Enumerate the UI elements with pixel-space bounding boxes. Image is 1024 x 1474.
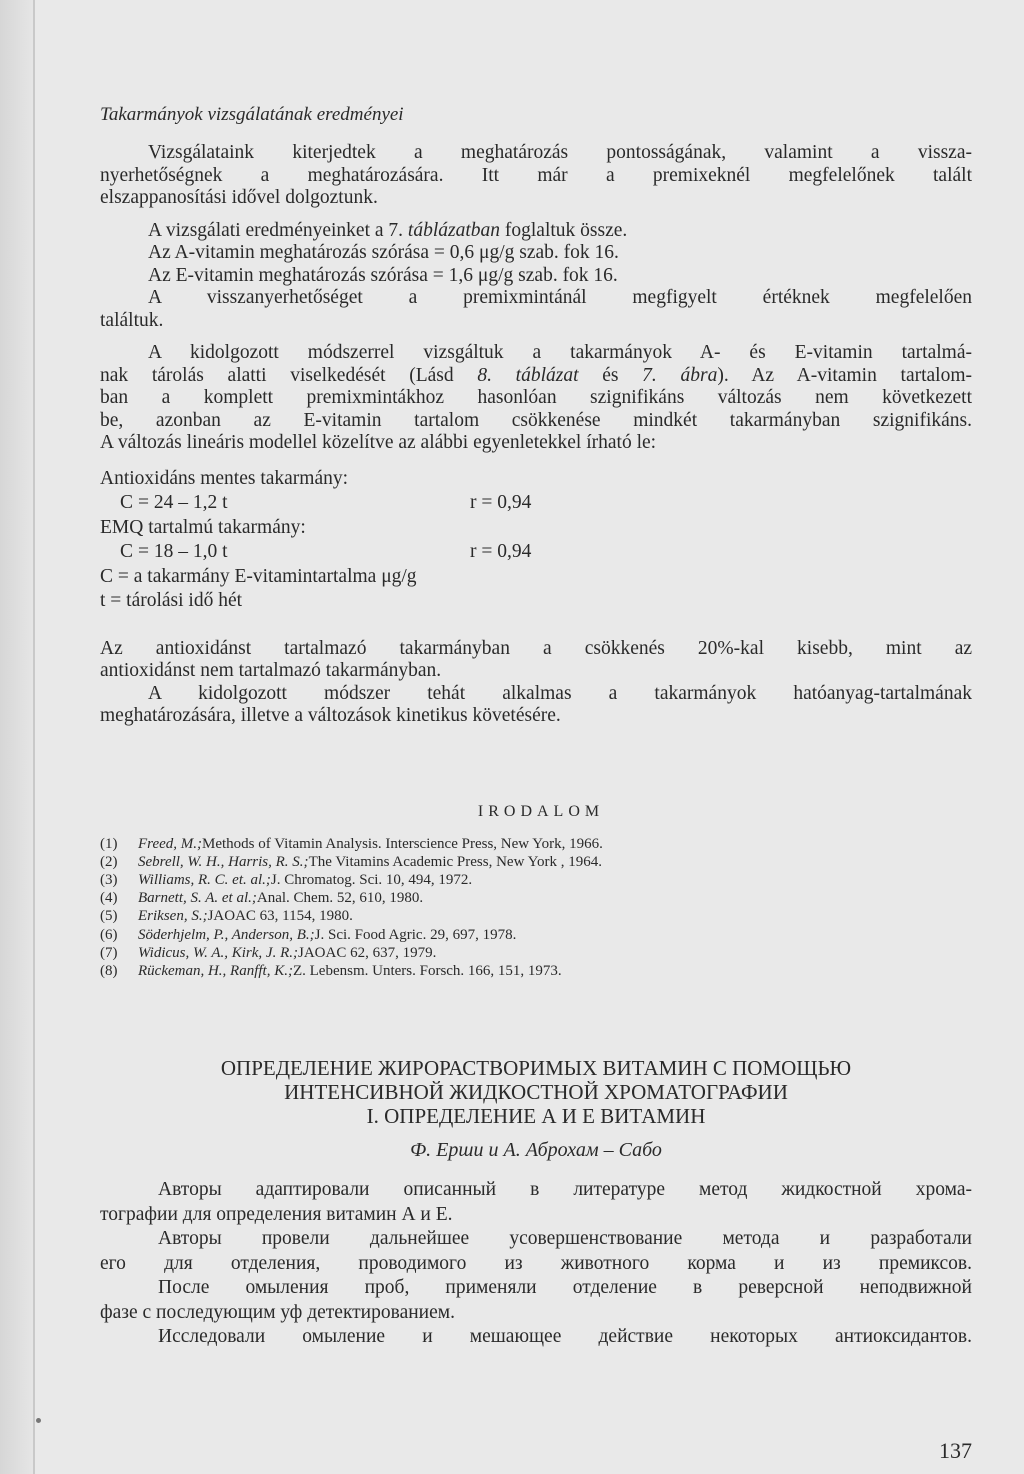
paragraph-2 [100, 220, 972, 333]
russian-title [100, 1056, 972, 1128]
paragraph-line: A visszanyerhetőséget a premixmintánál megfigyelt értéknek megfelelően [148, 287, 972, 308]
scan-mark [36, 1418, 41, 1423]
russian-title-line: ИНТЕНСИВНОЙ ЖИДКОСТНОЙ ХРОМАТОГРАФИИ [284, 1080, 788, 1105]
russian-title-line: ОПРЕДЕЛЕНИЕ ЖИРОРАСТВОРИМЫХ ВИТАМИН С ПОМОЩЬЮ [220, 1056, 852, 1081]
paragraph-line: találtuk. [100, 309, 164, 331]
abstract-line: Авторы адаптировали описанный в литературе метод жидкостной хрома- [158, 1179, 972, 1201]
paragraph-line: meghatározására, illetve a változások kinetikus követésére. [100, 705, 561, 726]
e-vitamin-deviation: Az E-vitamin meghatározás szórása = 1,6 μg/g szab. fok 16. [148, 264, 618, 286]
paragraph-line: be, azonban az E-vitamin tartalom csökkenése mindkét takarmányban szignifikáns. [100, 409, 972, 431]
binding-edge [0, 0, 34, 1474]
a-vitamin-deviation: Az A-vitamin meghatározás szórása = 0,6 μg/g szab. fok 16. [148, 242, 619, 263]
paragraph-line: A változás lineáris modellel közelítve az alábbi egyenletekkel írható le: [100, 432, 657, 453]
equations-block [100, 467, 972, 614]
page-content [100, 100, 972, 1350]
reference-item: (5) Eriksen, S.; JAOAC 63, 1154, 1980. [100, 908, 353, 925]
equation-label: EMQ tartalmú takarmány: [100, 516, 306, 538]
paragraph-1 [100, 142, 972, 210]
section-heading: Takarmányok vizsgálatának eredményei [100, 104, 404, 125]
paragraph-5 [100, 683, 972, 728]
russian-abstract [100, 1178, 972, 1350]
paragraph-line: Az antioxidánst tartalmazó takarmányban a csökkenés 20%-kal kisebb, mint az [100, 637, 972, 659]
paragraph-line: ban a komplett premixmintákhoz hasonlóan szignifikáns változás nem következett [100, 387, 972, 408]
abstract-line: его для отделения, проводимого из животного корма и из премиксов. [100, 1252, 972, 1274]
equation-label: Antioxidáns mentes takarmány: [100, 467, 349, 489]
reference-item: (7) Widicus, W. A., Kirk, J. R.; JAOAC 62, 637, 1979. [100, 944, 437, 961]
paragraph-line: nak tárolás alatti viselkedését (Lásd 8. táblázat és 7. ábra). Az A-vitamin tartalom- [100, 364, 973, 386]
definition-t: t = tárolási idő hét [100, 590, 243, 611]
russian-title-line: I. ОПРЕДЕЛЕНИЕ А И Е ВИТАМИН [366, 1104, 706, 1129]
paragraph-line: A kidolgozott módszerrel vizsgáltuk a takarmányok A- és E-vitamin tartalmá- [148, 342, 972, 363]
reference-item: (8) Rückeman, H., Ranfft, K.; Z. Lebensm. Unters. Forsch. 166, 151, 1973. [100, 962, 562, 979]
abstract-line: фазе с последующим уф детектированием. [100, 1301, 455, 1323]
reference-item: (3) Williams, R. C. et. al.; J. Chromatog. Sci. 10, 494, 1972. [100, 871, 473, 888]
paragraph-line: A kidolgozott módszer tehát alkalmas a takarmányok hatóanyag-tartalmának [148, 682, 972, 704]
reference-item: (2) Sebrell, W. H., Harris, R. S.; The Vitamins Academic Press, New York , 1964. [100, 853, 602, 870]
reference-item: (4) Barnett, S. A. et al.; Anal. Chem. 52, 610, 1980. [100, 890, 424, 907]
russian-authors: Ф. Ерши и А. Аброхам – Сабо [410, 1139, 662, 1162]
abstract-line: тографии для определения витамин А и Е. [100, 1203, 453, 1225]
paragraph-line: antioxidánst nem tartalmazó takarmányban. [100, 660, 442, 681]
paragraph-line: nyerhetőségnek a meghatározására. Itt már a premixeknél megfelelőnek talált [100, 164, 972, 186]
reference-item: (6) Söderhjelm, P., Anderson, B.; J. Sci. Food Agric. 29, 697, 1978. [100, 926, 517, 943]
binding-line [33, 0, 35, 1474]
reference-list [100, 835, 972, 981]
abstract-line: Исследовали омыление и мешающее действие некоторых антиоксидантов. [158, 1326, 972, 1348]
paragraph-line: A vizsgálati eredményeinket a 7. táblázatban foglaltuk össze. [148, 219, 628, 241]
paragraph-3 [100, 342, 972, 455]
abstract-line: После омыления проб, применяли отделение в реверсной неподвижной [158, 1277, 972, 1299]
page-number: 137 [939, 1438, 972, 1463]
paragraph-4 [100, 638, 972, 683]
abstract-line: Авторы провели дальнейшее усовершенствование метода и разработали [158, 1228, 972, 1250]
paragraph-line: elszappanosítási idővel dolgoztunk. [100, 187, 378, 208]
reference-item: (1) Freed, M.; Methods of Vitamin Analysis. Interscience Press, New York, 1966. [100, 835, 603, 852]
equation-2: C = 18 – 1,0 t r = 0,94 [120, 541, 532, 562]
references-title: IRODALOM [477, 802, 605, 820]
equation-1: C = 24 – 1,2 t r = 0,94 [120, 492, 532, 513]
definition-c: C = a takarmány E-vitamintartalma μg/g [100, 565, 417, 587]
paragraph-line: Vizsgálataink kiterjedtek a meghatározás pontosságának, valamint a vissza- [148, 142, 972, 163]
